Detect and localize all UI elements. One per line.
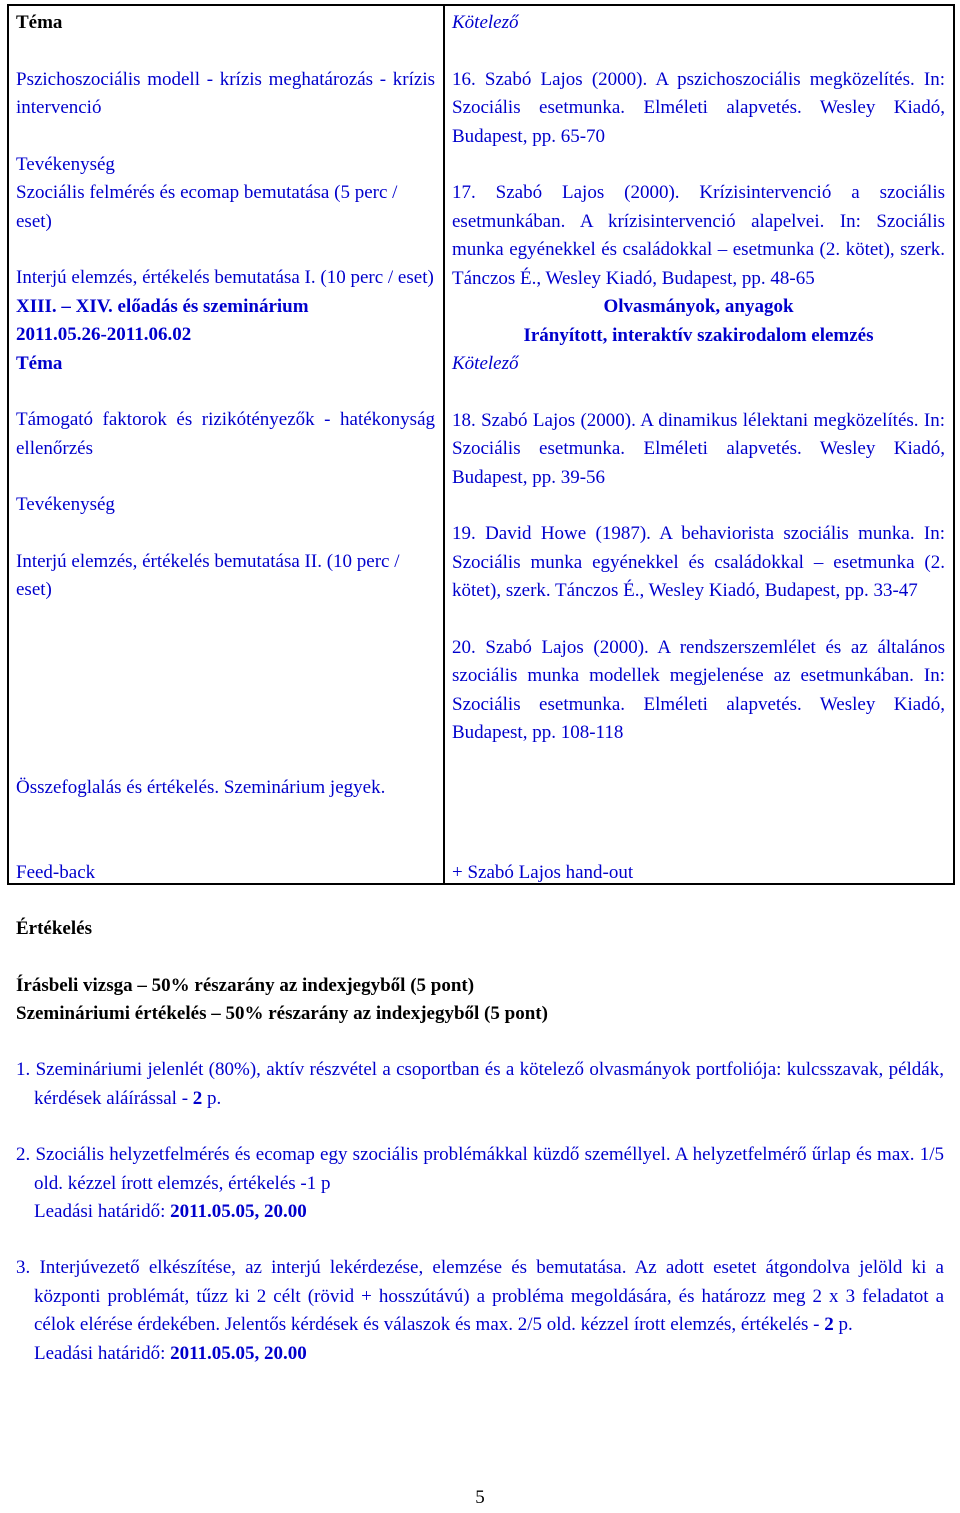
tev1-text2: Interjú elemzés, értékelés bemutatása I. (10 perc / eset) (16, 267, 434, 288)
evaluation-item-1 (16, 1056, 944, 1113)
item-3-points: 2 (824, 1314, 834, 1335)
right-column (445, 6, 953, 883)
reference-17: 17. Szabó Lajos (2000). Krízisintervenció a szociális esetmunkában. A krízisintervenció alapelvei. In: Szociális munka egyénekkel és családokkal – esetmunka (2. kötet), szerk. Tánczos É., Wesley Kiadó, Budapest, pp. 48-65 (452, 182, 945, 289)
session-dates: 2011.05.26-2011.06.02 (16, 324, 192, 345)
tema2-text: Támogató faktorok és rizikótényezők - hatékonyság ellenőrzés (16, 409, 435, 459)
kotelezo-label-2: Kötelező (452, 353, 519, 374)
evaluation-item-3 (16, 1254, 944, 1368)
summary-text: Összefoglalás és értékelés. Szeminárium jegyek. (16, 777, 386, 798)
tema2-heading: Téma (16, 352, 63, 374)
tema1-text: Pszichoszociális modell - krízis meghatározás - krízis intervenció (16, 68, 435, 118)
tema1-heading: Téma (16, 12, 63, 33)
readings-subheading: Irányított, interaktív szakirodalom elemzés (523, 324, 874, 346)
item-1-number: 1. (16, 1059, 31, 1080)
page-number: 5 (475, 1487, 485, 1508)
item-2-text: Szociális helyzetfelmérés és ecomap egy szociális problémákkal küzdő személlyel. A helyzetfelmérő űrlap és max. 1/5 old. kézzel írott elemzés, értékelés -1 p (34, 1144, 945, 1194)
item-1-end: p. (207, 1087, 222, 1109)
reference-19: 19. David Howe (1987). A behaviorista szociális munka. In: Szociális munka egyénekkel és családokkal – esetmunka (2. kötet), szerk. Tánczos É., Wesley Kiadó, Budapest, pp. 33-47 (452, 523, 945, 601)
item-3-number: 3. (16, 1257, 31, 1278)
evaluation-line-2: Szemináriumi értékelés – 50% részarány az indexjegyből (5 pont) (16, 1003, 548, 1024)
item-3-text: Interjúvezető elkészítése, az interjú lekérdezése, elemzése és bemutatása. Az adott esetet átgondolva jelöld ki a központi problémát, tűzz ki 2 célt (rövid + hosszútávú) a probléma megoldására, és határozz meg 2 x 3 feladatot a célok elérése érdekében. Jelentős kérdések és válaszok és max. 2/5 old. kézzel írott elemzés, értékelés - (34, 1257, 944, 1335)
item-2-deadline: 2011.05.05, 20.00 (170, 1201, 307, 1222)
left-column (9, 6, 445, 883)
reference-20: 20. Szabó Lajos (2000). A rendszerszemlélet és az általános szociális munka modellek megjelenése az esetmunkában. In: Szociális esetmunka. Elméleti alapvetés. Wesley Kiadó, Budapest, pp. 108-118 (452, 636, 945, 743)
feedback-text: Feed-back (16, 862, 96, 883)
item-3-end: p. (838, 1314, 853, 1335)
item-3-deadline-label: Leadási határidő: (34, 1342, 166, 1364)
item-2-deadline-label: Leadási határidő: (34, 1201, 166, 1222)
item-1-points: 2 (192, 1087, 203, 1109)
tev2-text: Interjú elemzés, értékelés bemutatása II. (10 perc / eset) (16, 550, 400, 600)
readings-heading: Olvasmányok, anyagok (603, 296, 794, 317)
reference-16: 16. Szabó Lajos (2000). A pszichoszociális megközelítés. In: Szociális esetmunka. Elméleti alapvetés. Wesley Kiadó, Budapest, pp. 65-70 (452, 68, 945, 147)
item-1-text: Szemináriumi jelenlét (80%), aktív részvétel a csoportban és a kötelező olvasmányok portfoliója: kulcsszavak, példák, kérdések aláírással - (34, 1059, 944, 1109)
item-3-deadline: 2011.05.05, 20.00 (170, 1342, 307, 1364)
evaluation-line-1: Írásbeli vizsga – 50% részarány az indexjegyből (5 pont) (16, 975, 475, 996)
session-title: XIII. – XIV. előadás és szeminárium (16, 295, 309, 317)
kotelezo-label-1: Kötelező (452, 12, 519, 33)
tev1-text1: Szociális felmérés és ecomap bemutatása (5 perc / eset) (16, 182, 398, 232)
evaluation-item-2 (16, 1141, 944, 1227)
tev2-heading: Tevékenység (16, 494, 115, 515)
handout-text: + Szabó Lajos hand-out (452, 862, 634, 883)
schedule-table (7, 4, 955, 885)
item-2-number: 2. (16, 1144, 31, 1165)
tev1-heading: Tevékenység (16, 153, 115, 175)
evaluation-heading: Értékelés (16, 918, 92, 939)
reference-18: 18. Szabó Lajos (2000). A dinamikus lélektani megközelítés. In: Szociális esetmunka. Elméleti alapvetés. Wesley Kiadó, Budapest, pp. 39-56 (452, 409, 945, 488)
